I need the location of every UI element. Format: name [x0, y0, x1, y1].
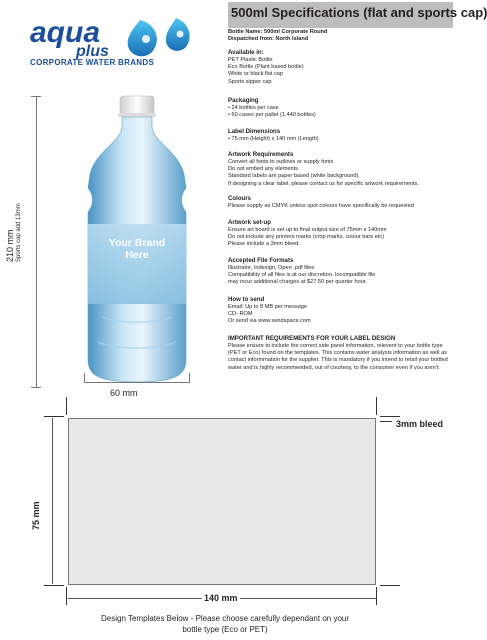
crop-mark [66, 397, 67, 415]
spec-line: Ensure art board is set up to final output size of 75mm x 140mm [228, 226, 387, 233]
section-artwork [228, 151, 450, 188]
crop-mark [376, 587, 377, 605]
section-setup [228, 219, 450, 249]
crop-mark [44, 416, 64, 417]
spec-line: Email: Up to 8 MB per message [228, 303, 307, 310]
spec-line: Do not include any printers marks (crop marks, colour bars etc) [228, 234, 385, 241]
spec-line: Standard labels are paper based (white background). [228, 173, 360, 180]
section-heading: Label Dimensions [228, 128, 281, 135]
section-heading: IMPORTANT REQUIREMENTS FOR YOUR LABEL DESIGN [228, 335, 396, 342]
template-caption [80, 613, 370, 635]
spec-line: Eco Bottle (Plant based bottle) [228, 64, 304, 71]
spec-line: PET Plastic Bottle [228, 56, 273, 63]
crop-mark [66, 587, 67, 605]
important-text: Please ensure to include the correct side panel information, relevent to your bottle type (PET or Eco) found on the templates. This contains water analysis information as well as contact informmation for the supplier. This is mandatory if you intend to retail your bottled water and is highly recommended, out of courtesy, to the consumer even if you aren't. [228, 342, 448, 371]
sports-cap-note: Sports cap add 13mm [16, 203, 22, 262]
width-label: 60 mm [110, 388, 138, 398]
spec-line: Convert all fonts to outlines or supply fonts [228, 158, 334, 165]
section-heading: How to send [228, 296, 265, 303]
page-title: 500ml Specifications (flat and sports cap) [231, 5, 487, 20]
logo-word-aqua: aqua [30, 16, 101, 49]
spec-line: Sports sipper cap [228, 78, 272, 85]
template-width-label: 140 mm [204, 593, 238, 603]
spec-line: Do not embed any elements [228, 166, 298, 173]
crop-mark [380, 416, 400, 417]
caption-line-2: bottle type (Eco or PET) [182, 625, 268, 634]
bottle-image [62, 92, 212, 388]
bleed-pointer [380, 421, 392, 422]
spec-line: Please include a 3mm bleed. [228, 241, 300, 248]
section-heading: Packaging [228, 97, 259, 104]
height-tick-bottom [31, 387, 41, 388]
spec-line: If designing a clear label, please contact us for specific artwork requirements. [228, 180, 419, 187]
spec-line: Or send via www.sendspace.com [228, 318, 311, 325]
spec-line: Please supply as CMYK unless spot colours have specifically be requested [228, 202, 414, 209]
spec-line: • 24 bottles per case [228, 104, 279, 111]
spec-line: White or black flat cap [228, 71, 284, 78]
logo-word-plus: plus [76, 43, 109, 60]
section-packaging [228, 97, 450, 119]
section-formats [228, 257, 450, 287]
height-dimension-line [36, 96, 37, 388]
bottle-label [88, 224, 186, 304]
spec-line: may incur additional charges at $27.50 per quarter hour. [228, 279, 367, 286]
crop-mark [44, 585, 64, 586]
bottle-label-text-2: Here [125, 249, 149, 261]
height-label: 210 mm [5, 229, 15, 262]
section-heading: Colours [228, 195, 252, 202]
label-template-area [68, 418, 376, 585]
template-height-line [52, 418, 53, 584]
bottle-label-text-1: Your Brand [108, 237, 166, 249]
bottle-info [228, 29, 450, 44]
section-label-dimensions [228, 128, 450, 143]
width-tick-right [189, 373, 190, 383]
spec-line: Compatibility of all files is at our discretion. Incompatible file [228, 272, 376, 279]
section-heading: Accepted File Formats [228, 257, 294, 264]
bottle-name: Bottle Name: 500ml Corporate Round [228, 29, 328, 35]
bottle-dispatch: Dispatched from: North Island [228, 36, 309, 43]
spec-line: Illustrator, Indesign, Open .pdf files [228, 264, 315, 271]
spec-line: • 60 cases per pallet (1,440 bottles) [228, 112, 316, 119]
section-colours [228, 195, 450, 210]
spec-line: CD- ROM [228, 311, 253, 318]
section-important [228, 335, 450, 372]
section-heading: Artwork set-up [228, 219, 271, 226]
caption-line-1: Design Templates Below - Please choose carefully dependant on your [101, 614, 349, 623]
crop-mark [380, 585, 400, 586]
section-heading: Artwork Requirements [228, 151, 294, 158]
width-dimension-line [84, 382, 190, 383]
bottle-cap [120, 96, 154, 114]
spec-line: • 75 mm (Height) x 140 mm (Length) [228, 135, 319, 142]
bleed-label: 3mm bleed [396, 419, 444, 429]
crop-mark [376, 397, 377, 415]
section-available [228, 49, 450, 86]
logo-tagline: CORPORATE WATER BRANDS [30, 58, 155, 67]
section-send [228, 296, 450, 326]
section-heading: Available in: [228, 49, 264, 56]
template-height-label: 75 mm [31, 501, 41, 530]
